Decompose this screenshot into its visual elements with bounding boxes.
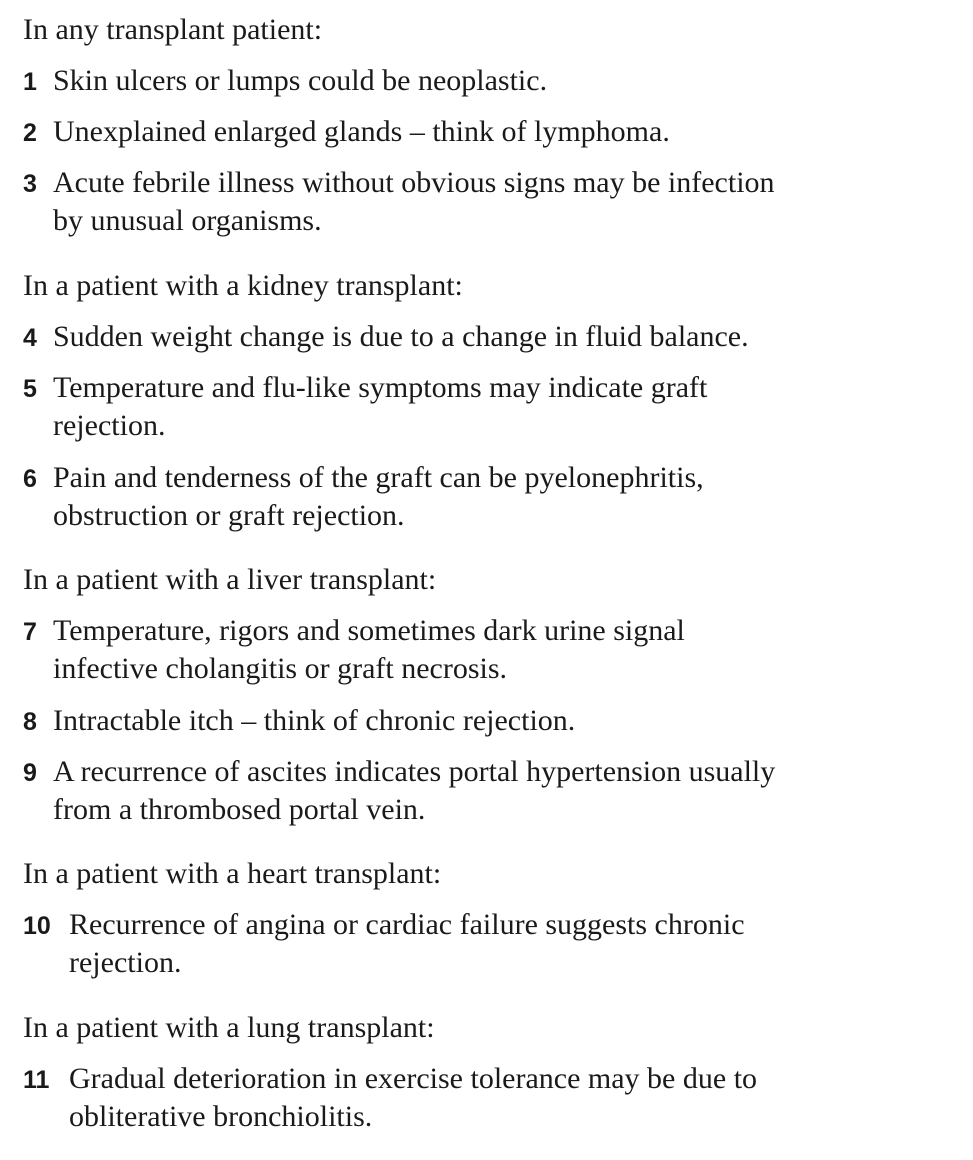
item-number: 1	[23, 68, 37, 96]
item-text	[53, 612, 953, 688]
section-heading-any-transplant: In any transplant patient:	[23, 13, 323, 46]
item-text-line: Recurrence of angina or cardiac failure suggests chronic	[69, 908, 745, 941]
item-text-line: A recurrence of ascites indicates portal hypertension usually	[53, 755, 776, 788]
list-item-2	[23, 113, 953, 152]
item-text-line: Gradual deterioration in exercise tolerance may be due to	[69, 1062, 758, 1095]
item-text: Unexplained enlarged glands – think of lymphoma.	[53, 115, 670, 148]
item-text-line: Acute febrile illness without obvious signs may be infection	[53, 166, 775, 199]
item-text-line: rejection.	[53, 409, 166, 442]
item-number: 4	[23, 324, 37, 352]
list-item-4	[23, 318, 953, 357]
item-text	[69, 1060, 953, 1136]
item-text	[69, 906, 953, 982]
item-number: 3	[23, 170, 37, 198]
item-text-line: Pain and tenderness of the graft can be pyelonephritis,	[53, 461, 704, 494]
item-text	[53, 459, 953, 535]
item-number: 11	[23, 1066, 50, 1094]
list-item-9	[23, 753, 953, 829]
list-item-5	[23, 369, 953, 445]
item-text	[53, 164, 953, 240]
list-item-1	[23, 62, 953, 101]
item-number: 6	[23, 465, 37, 493]
item-text-line: by unusual organisms.	[53, 204, 322, 237]
list-item-3	[23, 164, 953, 240]
item-text-line: Temperature, rigors and sometimes dark urine signal	[53, 614, 685, 647]
item-text-line: Temperature and flu-like symptoms may indicate graft	[53, 371, 708, 404]
item-text-line: obstruction or graft rejection.	[53, 499, 405, 532]
item-number: 9	[23, 759, 37, 787]
item-text	[53, 369, 953, 445]
item-text: Intractable itch – think of chronic rejection.	[53, 704, 576, 737]
item-text	[53, 753, 953, 829]
item-number: 5	[23, 375, 37, 403]
section-heading-kidney-transplant: In a patient with a kidney transplant:	[23, 269, 463, 302]
item-number: 2	[23, 119, 37, 147]
item-text-line: infective cholangitis or graft necrosis.	[53, 652, 508, 685]
section-heading-liver-transplant: In a patient with a liver transplant:	[23, 563, 437, 596]
item-number: 10	[23, 912, 51, 940]
list-item-6	[23, 459, 953, 535]
list-item-11	[23, 1060, 953, 1136]
item-text-line: from a thrombosed portal vein.	[53, 793, 426, 826]
section-heading-heart-transplant: In a patient with a heart transplant:	[23, 857, 442, 890]
item-text-line: obliterative bronchiolitis.	[69, 1100, 373, 1133]
item-text: Sudden weight change is due to a change in fluid balance.	[53, 320, 749, 353]
item-text: Skin ulcers or lumps could be neoplastic.	[53, 64, 548, 97]
item-number: 7	[23, 618, 37, 646]
item-text-line: rejection.	[69, 946, 182, 979]
item-number: 8	[23, 708, 37, 736]
list-item-7	[23, 612, 953, 688]
list-item-10	[23, 906, 953, 982]
section-heading-lung-transplant: In a patient with a lung transplant:	[23, 1011, 435, 1044]
list-item-8	[23, 702, 953, 741]
